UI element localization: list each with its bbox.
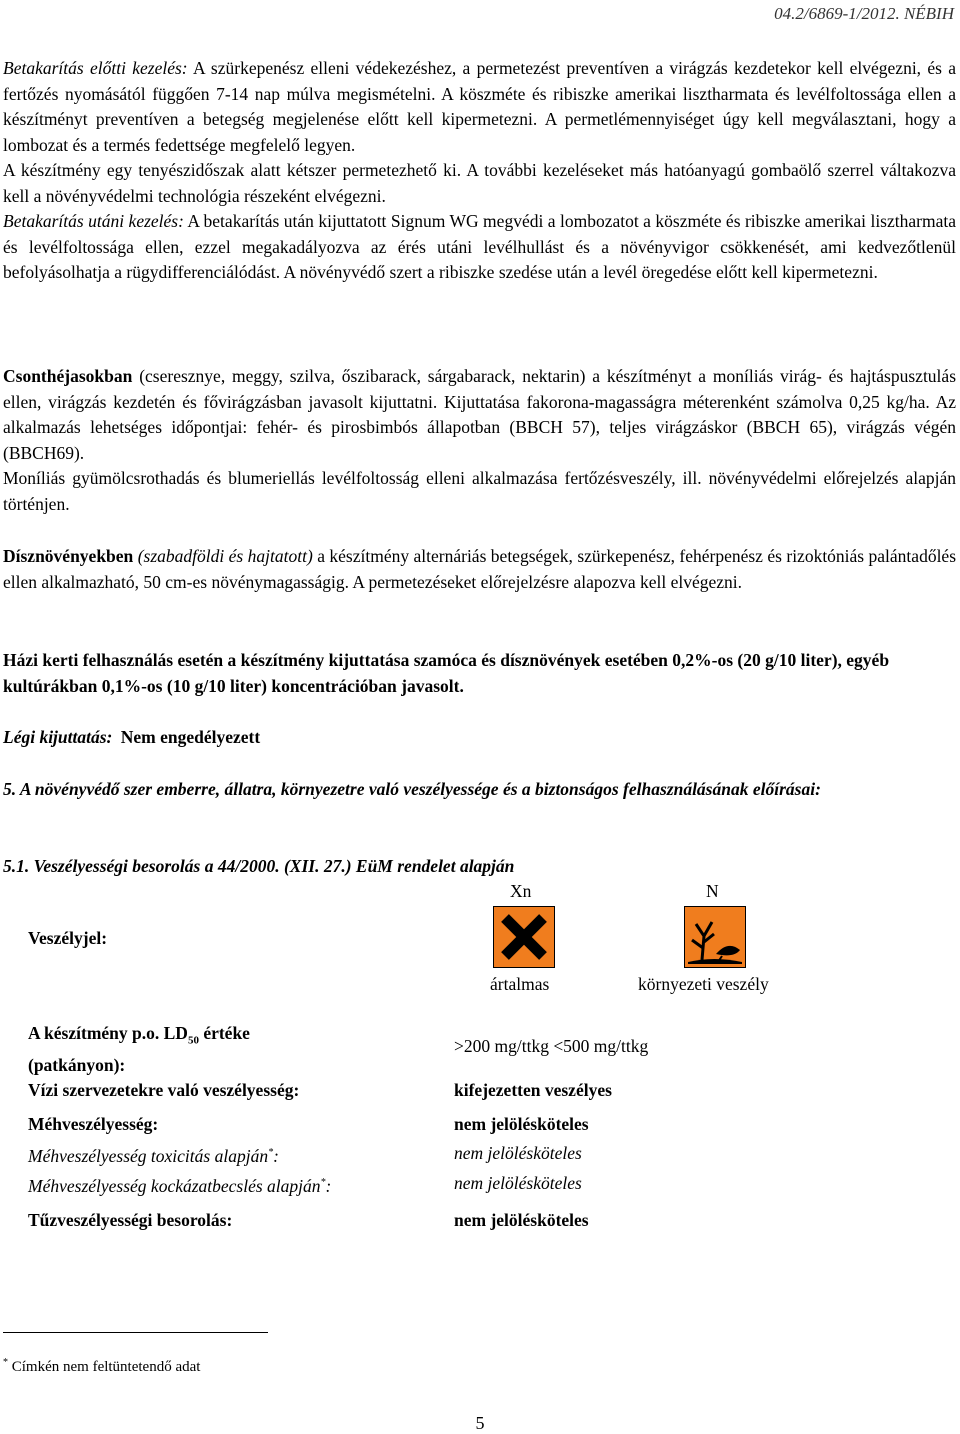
ld50-value: >200 mg/ttkg <500 mg/ttkg: [454, 1036, 649, 1056]
preharvest-text: A szürkepenész elleni védekezéshez, a permetezést preventíven a virágzás kezdetekor kell elvégezni, és a fertőzés nyomásától függően 7-14 nap múlva megismételni. A köszméte és ribiszke amerikai lisztharmata és levélfoltossága ellen a készítményt preventíven a betegség megjelenése előtt kell kipermetezni. A permetlémennyiséget úgy kell megválasztani, hogy a lombozat és a termés fedettsége megfelelő legyen.: [3, 58, 956, 155]
hazard-code-n: N: [706, 881, 719, 901]
ornamentals-qualifier: (szabadföldi és hajtatott): [133, 546, 313, 566]
ld50-label: A készítmény p.o. $LD_{50}$ értéke (patkányon):: [28, 1023, 250, 1075]
aquatic-hazard-value: kifejezetten veszélyes: [454, 1080, 612, 1100]
ornamentals-label: Dísznövényekben: [3, 546, 134, 566]
monilia-text: Moníliás gyümölcsrothadás és blumeriellás levélfoltosság elleni alkalmazása fertőzésveszély, ill. növényvédelmi előrejelzés alapján történjen.: [3, 468, 956, 514]
stone-fruit-text: (cseresznye, meggy, szilva, őszibarack, sárgabarack, nektarin) a készítményt a moníliás virág- és hajtáspusztulás ellen, virágzás kezdetén és fővirágzásban javasolt kijuttatni. Kijuttatása fakorona-magasságra méterenként számolva 0,25 kg/ha. Az alkalmazás lehetséges időpontjai: fehér- és pirosbimbós állapotban (BBCH 57), teljes virágzáskor (BBCH 65), virágzás végén (BBCH69).: [3, 366, 956, 463]
aerial-label: Légi kijuttatás:: [3, 727, 113, 747]
page-number: 5: [475, 1413, 485, 1433]
ornamentals-text: a készítmény alternáriás betegségek, szürkepenész, fehérpenész és rizoktóniás palántadőlés ellen alkalmazható, 50 cm-es növénymagasságig. A permetezéseket előrejelzésre alapozva kell elvégezni.: [3, 546, 957, 592]
aerial-application: [3, 725, 260, 749]
bee-toxicity-label: Méhveszélyesség toxicitás alapján*:: [28, 1145, 279, 1166]
hazard-caption-harmful: ártalmas: [490, 974, 550, 994]
footnote: * Címkén nem feltüntetendő adat: [3, 1357, 201, 1375]
fire-hazard-label: Tűzveszélyességi besorolás:: [28, 1210, 233, 1230]
paragraph-ornamentals: [3, 544, 956, 595]
bee-risk-value: nem jelölésköteles: [454, 1173, 582, 1193]
bee-toxicity-value: nem jelölésköteles: [454, 1143, 582, 1163]
stone-fruit-label: Csonthéjasokban: [3, 366, 133, 386]
paragraph-home-garden: Házi kerti felhasználás esetén a készítmény kijuttatása szamóca és dísznövények esetében 0,2%-os (20 g/10 liter), egyéb kultúrákban 0,1%-os (10 g/10 liter) koncentrációban javasolt.: [3, 650, 890, 696]
section-5-title: 5. A növényvédő szer emberre, állatra, környezetre való veszélyessége és a biztonságos felhasználásának előírásai:: [3, 779, 821, 799]
paragraph-stone-fruit: [3, 364, 956, 517]
environment-hazard-icon: [684, 906, 746, 968]
postharvest-text: A betakarítás után kijuttatott Signum WG megvédi a lombozatot a köszméte és ribiszke amerikai lisztharmata és levélfoltossága ellen, ezzel megakadályozva az érés utáni levélhullást és a növényvigor csökkenését, ami kedvezőtlenül befolyásolhatja a rügydifferenciálódást. A növényvédő szert a ribiszke szedése után a levél öregedése előtt kell kipermetezni.: [3, 211, 956, 282]
harmful-x-icon: [493, 906, 555, 968]
aquatic-hazard-label: Vízi szervezetekre való veszélyesség:: [28, 1080, 300, 1100]
hazard-caption-environment: környezeti veszély: [638, 974, 769, 994]
hazard-code-xn: Xn: [510, 881, 532, 901]
footnote-divider: [3, 1332, 268, 1333]
paragraph-preharvest: [3, 56, 956, 286]
preharvest-label: Betakarítás előtti kezelés:: [3, 58, 188, 78]
section-5-1-title: 5.1. Veszélyességi besorolás a 44/2000. (XII. 27.) EüM rendelet alapján: [3, 856, 515, 876]
aerial-value: Nem engedélyezett: [120, 727, 261, 747]
bee-hazard-value: nem jelölésköteles: [454, 1114, 589, 1134]
bee-hazard-label: Méhveszélyesség:: [28, 1114, 159, 1134]
bee-risk-label: Méhveszélyesség kockázatbecslés alapján*:: [28, 1175, 332, 1196]
postharvest-label: Betakarítás utáni kezelés:: [3, 211, 184, 231]
fire-hazard-value: nem jelölésköteles: [454, 1210, 589, 1230]
treatment-limit-text: A készítmény egy tenyészidőszak alatt kétszer permetezhető ki. A további kezeléseket más hatóanyagú gombaölő szerrel váltakozva kell a növényvédelmi technológia részeként elvégezni.: [3, 160, 956, 206]
hazard-label: Veszélyjel:: [28, 928, 108, 948]
document-reference: 04.2/6869-1/2012. NÉBIH: [774, 4, 954, 23]
